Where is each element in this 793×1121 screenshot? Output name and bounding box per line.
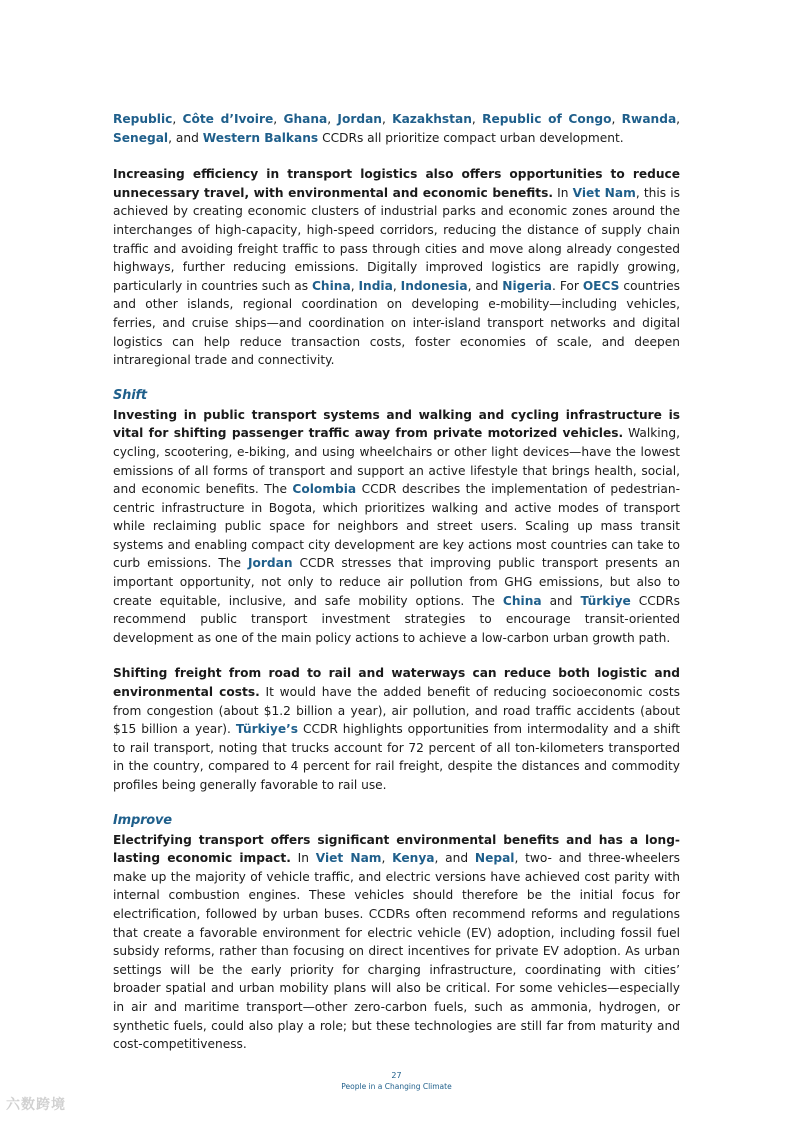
country-link[interactable]: Viet Nam	[315, 851, 382, 866]
country-link[interactable]: Colombia	[292, 482, 357, 497]
footer-title: People in a Changing Climate	[341, 1082, 452, 1091]
paragraph-electrifying: Electrifying transport offers significant environmental benefits and has a long-lasting economic impact. In Viet Nam, Kenya, and Nepal, two- and three-wheelers make up the majority of vehicle traffic, and electric versions have achieved cost parity with internal combustion engines. These vehicles should therefore be the initial focus for electrification, followed by urban buses. CCDRs often recommend reforms and regulations that create a favorable environment for electric vehicle (EV) adoption, including fossil fuel subsidy reforms, rather than focusing on direct incentives for private EV adoption. As urban settings will be the early priority for charging infrastructure, coordinating with cities’ broader spatial and urban mobility plans will also be critical. For some vehicles—especially in air and maritime transport—other zero-carbon fuels, such as ammonia, hydrogen, or synthetic fuels, could also play a role; but these technologies are still far from maturity and cost-competitiveness.	[113, 832, 680, 1052]
country-link[interactable]: Jordan	[248, 556, 293, 571]
country-link[interactable]: OECS	[582, 278, 620, 293]
country-link[interactable]: China	[502, 593, 542, 608]
section-heading-improve: Improve	[113, 812, 172, 828]
country-link[interactable]: Jordan	[337, 112, 382, 126]
country-link[interactable]: China	[311, 278, 351, 293]
lead-sentence: Increasing efficiency in transport logistics also offers opportunities to reduce unnecessary travel, with environmental and economic benefits.	[113, 167, 680, 200]
country-link[interactable]: Republic of Congo	[482, 112, 612, 126]
country-link[interactable]: Republic	[113, 112, 173, 126]
paragraph-compact-urban: Republic, Côte d’Ivoire, Ghana, Jordan, Kazakhstan, Republic of Congo, Rwanda, Senegal, and Western Balkans CCDRs all prioritize compact urban development.	[113, 112, 681, 145]
page-number: 27	[391, 1071, 402, 1080]
country-link[interactable]: India	[358, 278, 393, 293]
country-link[interactable]: Kenya	[392, 851, 435, 866]
page-body	[113, 110, 680, 1071]
country-link[interactable]: Senegal	[113, 130, 169, 145]
country-link[interactable]: Nigeria	[502, 278, 553, 293]
country-link[interactable]: Indonesia	[400, 278, 468, 293]
lead-sentence: Shifting freight from road to rail and waterways can reduce both logistic and environmental costs.	[113, 666, 680, 700]
country-link[interactable]: Nepal	[474, 851, 515, 866]
paragraph-public-transport: Investing in public transport systems and walking and cycling infrastructure is vital for shifting passenger traffic away from private motorized vehicles. Walking, cycling, scootering, e-biking, and using wheelchairs or other light devices—have the lowest emissions of all forms of transport and support an active lifestyle that brings health, social, and economic benefits. The Colombia CCDR describes the implementation of pedestrian-centric infrastructure in Bogota, which prioritizes walking and active modes of transport while reclaiming public space for neighbors and street users. Scaling up mass transit systems and enabling compact city development are key actions most countries can take to curb emissions. The Jordan CCDR stresses that improving public transport presents an important opportunity, not only to reduce air pollution from GHG emissions, but also to create equitable, inclusive, and safe mobility options. The China and Türkiye CCDRs recommend public transport investment strategies to encourage transit-oriented development as one of the main policy actions to achieve a low-carbon urban growth path.	[113, 407, 680, 645]
country-link[interactable]: Türkiye’s	[235, 722, 299, 737]
country-link[interactable]: Western Balkans	[202, 130, 319, 145]
country-link[interactable]: Viet Nam	[572, 185, 636, 200]
watermark: 六数跨境	[6, 1097, 66, 1113]
lead-sentence: Investing in public transport systems and walking and cycling infrastructure is vital for shifting passenger traffic away from private motorized vehicles.	[113, 407, 680, 441]
country-link[interactable]: Rwanda	[621, 112, 677, 126]
lead-sentence: Electrifying transport offers significant environmental benefits and has a long-lasting economic impact.	[113, 832, 680, 866]
country-link[interactable]: Kazakhstan	[392, 112, 472, 126]
country-link[interactable]: Ghana	[283, 112, 328, 126]
section-heading-shift: Shift	[113, 387, 147, 403]
paragraph-freight: Shifting freight from road to rail and waterways can reduce both logistic and environmental costs. It would have the added benefit of reducing socioeconomic costs from congestion (about $1.2 billion a year), air pollution, and road traffic accidents (about $15 billion a year). Türkiye’s CCDR highlights opportunities from intermodality and a shift to rail transport, noting that trucks account for 72 percent of all ton-kilometers transported in the country, compared to 4 percent for rail freight, despite the distances and commodity profiles being generally favorable to rail use.	[113, 666, 680, 792]
country-link[interactable]: Türkiye	[580, 593, 631, 608]
country-link[interactable]: Côte d’Ivoire	[182, 112, 274, 126]
paragraph-logistics: Increasing efficiency in transport logistics also offers opportunities to reduce unnecessary travel, with environmental and economic benefits. In Viet Nam, this is achieved by creating economic clusters of industrial parks and economic zones around the interchanges of high-capacity, high-speed corridors, reducing the distance of supply chain traffic and avoiding freight traffic to pass through cities and move along already congested highways, further reducing emissions. Digitally improved logistics are rapidly growing, particularly in countries such as China, India, Indonesia, and Nigeria. For OECS countries and other islands, regional coordination on developing e-mobility—including vehicles, ferries, and cruise ships—and coordination on inter-island transport networks and digital logistics can help reduce transaction costs, foster economies of scale, and deepen intraregional trade and connectivity.	[113, 167, 681, 368]
